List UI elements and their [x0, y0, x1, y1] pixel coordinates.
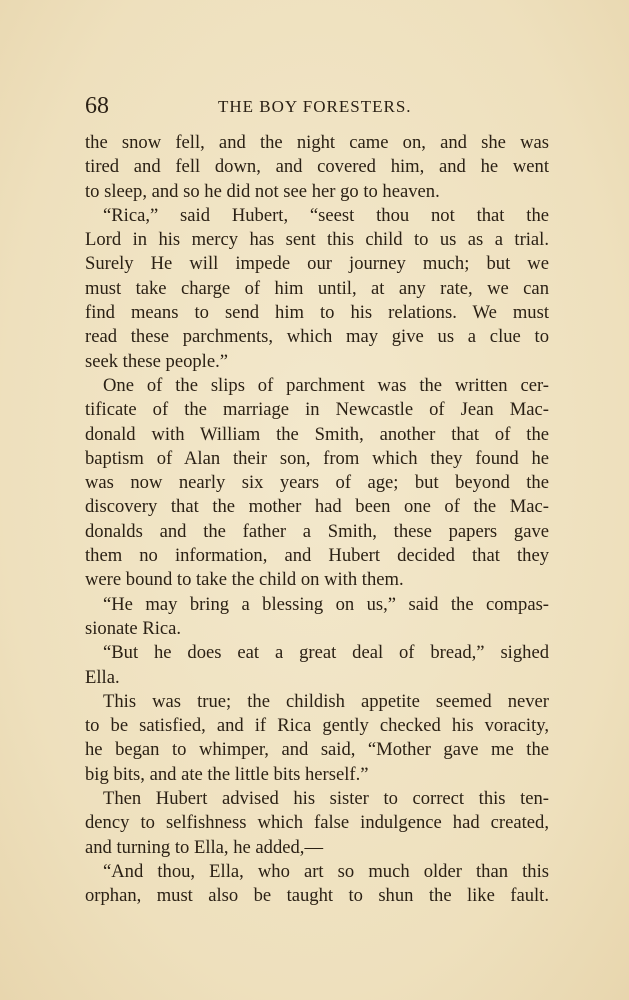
- text-line: to be satisfied, and if Rica gently checked his voracity,: [85, 715, 549, 737]
- text-line: big bits, and ate the little bits herself.”: [85, 763, 369, 785]
- text-line: Lord in his mercy has sent this child to us as a trial.: [85, 229, 549, 251]
- page-number: 68: [85, 93, 109, 119]
- text-line: read these parchments, which may give us a clue to: [85, 326, 549, 348]
- text-line: tificate of the marriage in Newcastle of Jean Mac-: [85, 399, 549, 421]
- running-title: THE BOY FORESTERS.: [218, 97, 412, 116]
- text-line: were bound to take the child on with them.: [85, 569, 404, 591]
- text-line: dency to selfishness which false indulgence had created,: [85, 812, 549, 834]
- text-line: seek these people.”: [85, 350, 229, 372]
- text-line: donald with William the Smith, another that of the: [85, 423, 549, 445]
- text-line: the snow fell, and the night came on, and she was: [85, 132, 549, 153]
- text-line: “But he does eat a great deal of bread,” sighed: [103, 642, 549, 664]
- text-line: Ella.: [85, 666, 120, 688]
- text-line: find means to send him to his relations. We must: [85, 302, 549, 324]
- text-line: to sleep, and so he did not see her go to heaven.: [85, 180, 440, 202]
- text-line: One of the slips of parchment was the written cer-: [103, 374, 549, 396]
- text-line: “Rica,” said Hubert, “seest thou not that the: [103, 204, 549, 226]
- text-line: he began to whimper, and said, “Mother gave me the: [85, 739, 549, 761]
- text-line: tired and fell down, and covered him, and he went: [85, 156, 549, 178]
- text-line: baptism of Alan their son, from which they found he: [85, 447, 549, 469]
- text-line: discovery that the mother had been one of the Mac-: [85, 496, 549, 518]
- text-line: “And thou, Ella, who art so much older than this: [103, 860, 549, 882]
- text-line: donalds and the father a Smith, these papers gave: [85, 520, 549, 542]
- text-line: Surely He will impede our journey much; but we: [85, 253, 549, 275]
- page-header: [85, 93, 549, 119]
- body-text: [85, 131, 549, 909]
- text-line: them no information, and Hubert decided that they: [85, 545, 549, 567]
- text-line: must take charge of him until, at any rate, we can: [85, 277, 549, 299]
- text-line: orphan, must also be taught to shun the like fault.: [85, 885, 549, 907]
- text-line: sionate Rica.: [85, 617, 182, 639]
- text-line: and turning to Ella, he added,—: [85, 836, 324, 858]
- text-line: “He may bring a blessing on us,” said the compas-: [103, 593, 549, 615]
- text-line: was now nearly six years of age; but beyond the: [85, 472, 549, 494]
- text-line: Then Hubert advised his sister to correct this ten-: [103, 788, 549, 810]
- text-line: This was true; the childish appetite seemed never: [103, 690, 549, 712]
